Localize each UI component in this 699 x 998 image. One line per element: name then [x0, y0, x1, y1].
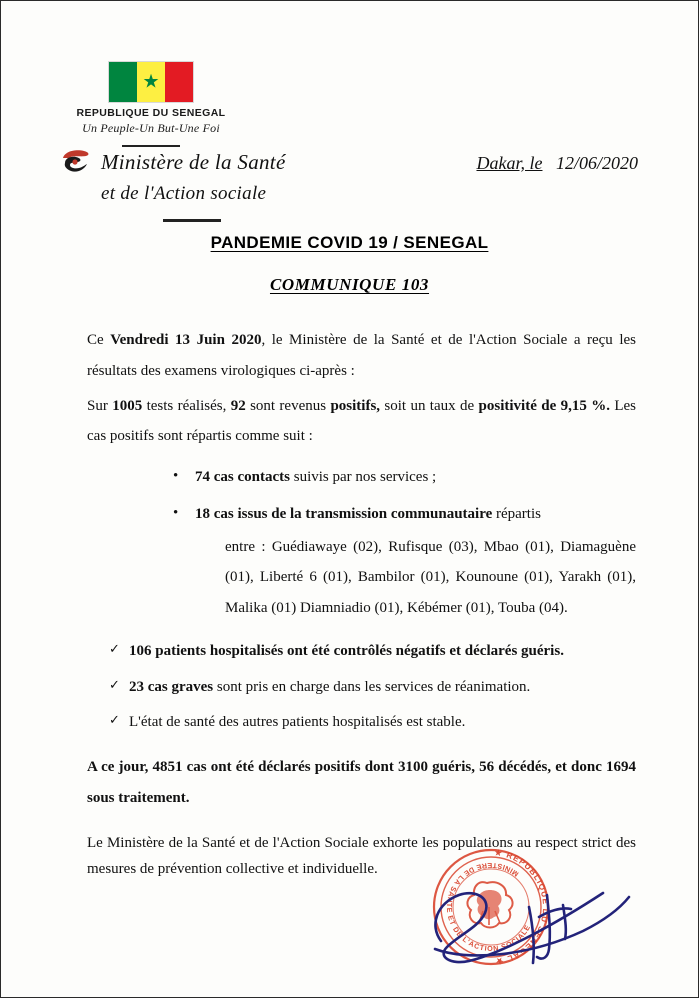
title-block: [1, 233, 698, 295]
stats-mid-2: sont revenus: [245, 397, 331, 414]
dateline-date: 12/06/2020: [555, 153, 638, 173]
national-emblem-block: [1, 61, 301, 147]
cumulative-totals-paragraph: [87, 752, 636, 814]
svg-text:★ REPUBLIQUE DU SENEGAL ★: ★ REPUBLIQUE DU SENEGAL ★: [493, 848, 551, 966]
stats-prefix: Sur: [87, 397, 113, 414]
severe-cases-bold: 23 cas graves: [129, 678, 214, 695]
severe-cases-rest: sont pris en charge dans les services de réanimation.: [213, 678, 531, 695]
list-item: [195, 462, 636, 493]
positivity-rate-value: 9,15 %.: [560, 397, 610, 414]
dateline: [476, 153, 638, 174]
ministry-name-line2: et de l'Action sociale: [101, 183, 267, 204]
closing-paragraph: Le Ministère de la Santé et de l'Action Sociale exhorte les populations au respect strict des mesures de prévention collective et individuelle.: [87, 834, 636, 877]
republic-label: REPUBLIQUE DU SENEGAL: [76, 107, 226, 119]
svg-text:MINISTERE DE LA SANTE ET DE L': MINISTERE DE LA SANTE ET DE L'ACTION SOCIALE: [444, 860, 533, 954]
status-check-list: [87, 636, 636, 738]
stats-suffix: Les cas positifs sont répartis comme suit :: [87, 397, 637, 445]
other-patients-statement: L'état de santé des autres patients hospitalisés est stable.: [129, 714, 466, 731]
positives-value: 92: [230, 397, 246, 414]
ministry-block: [59, 147, 389, 222]
list-item: [129, 672, 636, 703]
intro-suffix: , le Ministère de la Santé et de l'Action Sociale a reçu les résultats des examens virologiques ci-après :: [87, 332, 636, 379]
stats-mid-3: soit un taux de: [380, 397, 479, 414]
case-breakdown-list: [87, 462, 636, 624]
stats-mid-1: tests réalisés,: [142, 397, 231, 414]
national-motto: Un Peuple-Un But-Une Foi: [82, 121, 220, 135]
recovered-statement: 106 patients hospitalisés ont été contrôlés négatifs et déclarés guéris.: [129, 642, 564, 659]
list-item: [129, 707, 636, 738]
ministry-logo-icon: [59, 147, 93, 177]
intro-paragraph: [87, 325, 636, 387]
flag-band-red: [165, 62, 193, 102]
community-locality-breakdown: entre : Guédiawaye (02), Rufisque (03), Mbao (01), Diamaguène (01), Liberté 6 (01), Bambilor (01), Kounoune (01), Yarakh (01), Malika (01) Diamniadio (01), Kébémer (01), Touba (04).: [225, 538, 636, 616]
header-divider-bottom: [163, 219, 221, 222]
letterhead: [1, 1, 698, 233]
cumulative-totals-text: A ce jour, 4851 cas ont été déclarés positifs dont 3100 guéris, 56 décédés, et donc 1694 sous traitement.: [87, 759, 636, 806]
flag-band-green: [109, 62, 137, 102]
list-item: [195, 499, 636, 624]
intro-prefix: Ce: [87, 332, 111, 348]
senegal-flag-icon: [108, 61, 194, 103]
communique-number: COMMUNIQUE 103: [269, 275, 430, 294]
official-seal-icon: [427, 843, 555, 971]
dateline-city: Dakar, le: [476, 153, 543, 173]
tests-total-value: 1005: [112, 397, 143, 414]
community-cases-rest: répartis: [492, 505, 541, 522]
contact-cases-rest: suivis par nos services ;: [289, 469, 437, 485]
ministry-name-line1: Ministère de la Santé: [101, 149, 286, 174]
contact-cases-bold: 74 cas contacts: [195, 469, 290, 485]
intro-date-bold: Vendredi 13 Juin 2020: [110, 332, 262, 348]
list-item: [129, 636, 636, 667]
positivity-rate-label: positivité de: [478, 397, 557, 414]
flag-star-icon: ★: [142, 71, 160, 93]
positives-label: positifs,: [330, 397, 381, 414]
document-body: [1, 295, 698, 882]
flag-band-yellow: [137, 62, 165, 102]
statistics-paragraph: [87, 391, 636, 453]
community-cases-bold: 18 cas issus de la transmission communautaire: [195, 505, 493, 522]
stamp-and-signature: [419, 839, 649, 989]
page-title: PANDEMIE COVID 19 / SENEGAL: [210, 233, 489, 252]
